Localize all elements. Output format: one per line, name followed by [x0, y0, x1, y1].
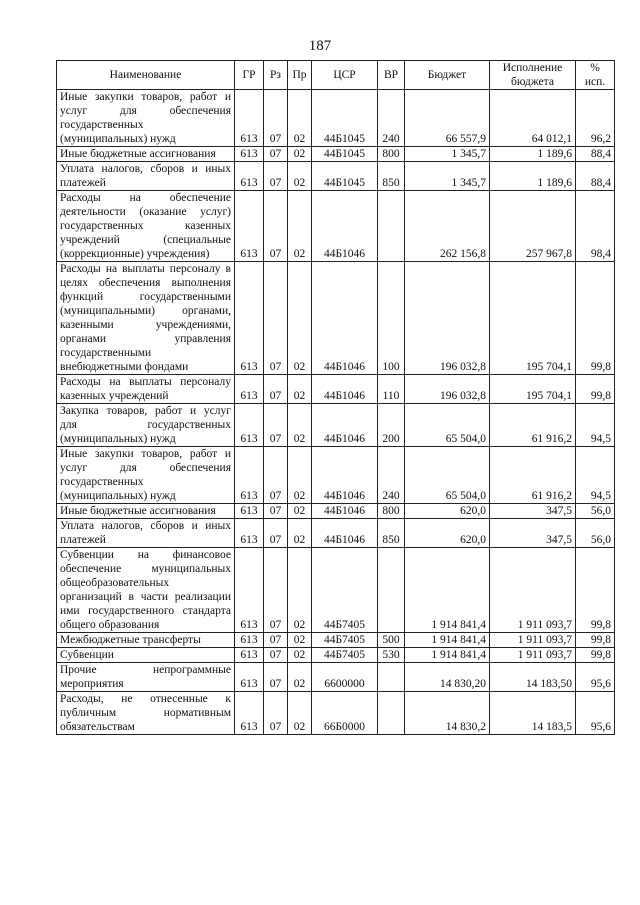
- table-row: [57, 375, 615, 404]
- row-vr: 850: [378, 519, 405, 548]
- row-percent: 88,4: [576, 162, 615, 191]
- header-execution: Исполнение бюджета: [490, 61, 576, 90]
- row-gr: 613: [235, 548, 264, 633]
- row-rz: 07: [264, 519, 288, 548]
- row-execution: 1 189,6: [490, 147, 576, 162]
- row-execution: 1 911 093,7: [490, 548, 576, 633]
- row-gr: 613: [235, 648, 264, 663]
- row-execution: 64 012,1: [490, 90, 576, 147]
- row-csr: 44Б7405: [312, 548, 378, 633]
- table-row: [57, 162, 615, 191]
- row-name: Субвенции на финансовое обеспечение муниципальных общеобразовательных организаций в части реализации ими государственного стандарта общего образования: [57, 548, 235, 633]
- row-budget: 1 914 841,4: [405, 548, 490, 633]
- row-budget: 620,0: [405, 519, 490, 548]
- header-csr: ЦСР: [312, 61, 378, 90]
- row-vr: 800: [378, 147, 405, 162]
- row-csr: 44Б1046: [312, 191, 378, 262]
- budget-table: [56, 60, 615, 735]
- row-pr: 02: [288, 648, 312, 663]
- row-vr: 850: [378, 162, 405, 191]
- row-name: Прочие непрограммные мероприятия: [57, 663, 235, 692]
- row-rz: 07: [264, 633, 288, 648]
- row-execution: 257 967,8: [490, 191, 576, 262]
- table-row: [57, 648, 615, 663]
- row-rz: 07: [264, 375, 288, 404]
- row-percent: 99,8: [576, 375, 615, 404]
- row-gr: 613: [235, 191, 264, 262]
- row-name: Межбюджетные трансферты: [57, 633, 235, 648]
- row-rz: 07: [264, 447, 288, 504]
- row-rz: 07: [264, 504, 288, 519]
- row-csr: 44Б1046: [312, 519, 378, 548]
- row-pr: 02: [288, 692, 312, 735]
- row-gr: 613: [235, 404, 264, 447]
- row-pr: 02: [288, 519, 312, 548]
- row-percent: 99,8: [576, 633, 615, 648]
- row-gr: 613: [235, 663, 264, 692]
- row-name: Закупка товаров, работ и услуг для государственных (муниципальных) нужд: [57, 404, 235, 447]
- row-percent: 56,0: [576, 504, 615, 519]
- row-gr: 613: [235, 375, 264, 404]
- row-pr: 02: [288, 633, 312, 648]
- row-percent: 99,8: [576, 262, 615, 375]
- row-execution: 61 916,2: [490, 447, 576, 504]
- row-vr: 110: [378, 375, 405, 404]
- row-vr: 800: [378, 504, 405, 519]
- row-percent: 99,8: [576, 648, 615, 663]
- header-name: Наименование: [57, 61, 235, 90]
- row-name: Субвенции: [57, 648, 235, 663]
- row-vr: 500: [378, 633, 405, 648]
- row-percent: 56,0: [576, 519, 615, 548]
- row-vr: [378, 548, 405, 633]
- row-execution: 1 911 093,7: [490, 633, 576, 648]
- row-execution: 14 183,5: [490, 692, 576, 735]
- row-pr: 02: [288, 404, 312, 447]
- row-pr: 02: [288, 447, 312, 504]
- row-name: Уплата налогов, сборов и иных платежей: [57, 519, 235, 548]
- row-percent: 88,4: [576, 147, 615, 162]
- row-vr: [378, 663, 405, 692]
- row-rz: 07: [264, 162, 288, 191]
- row-gr: 613: [235, 262, 264, 375]
- row-budget: 196 032,8: [405, 262, 490, 375]
- row-budget: 66 557,9: [405, 90, 490, 147]
- table-row: [57, 90, 615, 147]
- header-percent: % исп.: [576, 61, 615, 90]
- row-vr: 200: [378, 404, 405, 447]
- row-budget: 196 032,8: [405, 375, 490, 404]
- row-vr: 240: [378, 90, 405, 147]
- row-csr: 66Б0000: [312, 692, 378, 735]
- row-vr: 100: [378, 262, 405, 375]
- row-csr: 44Б1045: [312, 162, 378, 191]
- row-percent: 96,2: [576, 90, 615, 147]
- table-row: [57, 262, 615, 375]
- row-budget: 65 504,0: [405, 447, 490, 504]
- row-name: Расходы на выплаты персоналу в целях обеспечения выполнения функций государственными (муниципальными) органами, казенными учреждениями, органами управления государственными внебюджетными фондами: [57, 262, 235, 375]
- row-rz: 07: [264, 262, 288, 375]
- row-csr: 44Б1046: [312, 404, 378, 447]
- table-row: [57, 548, 615, 633]
- row-vr: [378, 191, 405, 262]
- row-rz: 07: [264, 191, 288, 262]
- row-csr: 44Б1046: [312, 262, 378, 375]
- page-number: 187: [308, 38, 332, 54]
- row-gr: 613: [235, 147, 264, 162]
- row-percent: 99,8: [576, 548, 615, 633]
- row-budget: 262 156,8: [405, 191, 490, 262]
- row-vr: 530: [378, 648, 405, 663]
- row-pr: 02: [288, 147, 312, 162]
- row-name: Уплата налогов, сборов и иных платежей: [57, 162, 235, 191]
- row-pr: 02: [288, 162, 312, 191]
- row-pr: 02: [288, 504, 312, 519]
- row-pr: 02: [288, 191, 312, 262]
- row-name: Иные бюджетные ассигнования: [57, 504, 235, 519]
- row-rz: 07: [264, 147, 288, 162]
- row-csr: 44Б1046: [312, 447, 378, 504]
- row-csr: 44Б1046: [312, 375, 378, 404]
- row-budget: 1 914 841,4: [405, 633, 490, 648]
- header-rz: Рз: [264, 61, 288, 90]
- row-gr: 613: [235, 633, 264, 648]
- table-row: [57, 519, 615, 548]
- header-pr: Пр: [288, 61, 312, 90]
- table-row: [57, 191, 615, 262]
- row-execution: 347,5: [490, 519, 576, 548]
- row-rz: 07: [264, 663, 288, 692]
- row-rz: 07: [264, 404, 288, 447]
- table-row: [57, 447, 615, 504]
- row-csr: 44Б1045: [312, 147, 378, 162]
- row-pr: 02: [288, 663, 312, 692]
- row-vr: [378, 692, 405, 735]
- header-gr: ГР: [235, 61, 264, 90]
- row-name: Иные закупки товаров, работ и услуг для обеспечения государственных (муниципальных) нужд: [57, 447, 235, 504]
- row-rz: 07: [264, 548, 288, 633]
- row-percent: 95,6: [576, 663, 615, 692]
- row-budget: 620,0: [405, 504, 490, 519]
- header-budget: Бюджет: [405, 61, 490, 90]
- row-vr: 240: [378, 447, 405, 504]
- row-name: Расходы на обеспечение деятельности (оказание услуг) государственных казенных учреждений (специальные (коррекционные) учреждения): [57, 191, 235, 262]
- row-gr: 613: [235, 90, 264, 147]
- row-execution: 195 704,1: [490, 375, 576, 404]
- row-execution: 347,5: [490, 504, 576, 519]
- table-row: [57, 692, 615, 735]
- row-gr: 613: [235, 519, 264, 548]
- row-execution: 61 916,2: [490, 404, 576, 447]
- row-name: Иные бюджетные ассигнования: [57, 147, 235, 162]
- row-budget: 65 504,0: [405, 404, 490, 447]
- row-csr: 44Б7405: [312, 648, 378, 663]
- row-pr: 02: [288, 90, 312, 147]
- table-row: [57, 633, 615, 648]
- row-budget: 14 830,2: [405, 692, 490, 735]
- header-vr: ВР: [378, 61, 405, 90]
- row-rz: 07: [264, 90, 288, 147]
- table-row: [57, 504, 615, 519]
- header-row: [57, 61, 615, 90]
- row-pr: 02: [288, 548, 312, 633]
- row-csr: 44Б1045: [312, 90, 378, 147]
- row-csr: 44Б7405: [312, 633, 378, 648]
- row-execution: 14 183,50: [490, 663, 576, 692]
- table-row: [57, 663, 615, 692]
- row-rz: 07: [264, 692, 288, 735]
- row-execution: 1 189,6: [490, 162, 576, 191]
- row-gr: 613: [235, 447, 264, 504]
- row-csr: 6600000: [312, 663, 378, 692]
- row-csr: 44Б1046: [312, 504, 378, 519]
- row-rz: 07: [264, 648, 288, 663]
- row-percent: 94,5: [576, 447, 615, 504]
- row-gr: 613: [235, 692, 264, 735]
- row-name: Иные закупки товаров, работ и услуг для обеспечения государственных (муниципальных) нужд: [57, 90, 235, 147]
- row-percent: 95,6: [576, 692, 615, 735]
- row-percent: 94,5: [576, 404, 615, 447]
- row-name: Расходы на выплаты персоналу казенных учреждений: [57, 375, 235, 404]
- row-budget: 1 345,7: [405, 162, 490, 191]
- row-pr: 02: [288, 262, 312, 375]
- row-name: Расходы, не отнесенные к публичным нормативным обязательствам: [57, 692, 235, 735]
- row-budget: 14 830,20: [405, 663, 490, 692]
- row-gr: 613: [235, 504, 264, 519]
- row-percent: 98,4: [576, 191, 615, 262]
- row-pr: 02: [288, 375, 312, 404]
- row-gr: 613: [235, 162, 264, 191]
- row-budget: 1 914 841,4: [405, 648, 490, 663]
- row-execution: 195 704,1: [490, 262, 576, 375]
- table-row: [57, 404, 615, 447]
- row-budget: 1 345,7: [405, 147, 490, 162]
- row-execution: 1 911 093,7: [490, 648, 576, 663]
- table-row: [57, 147, 615, 162]
